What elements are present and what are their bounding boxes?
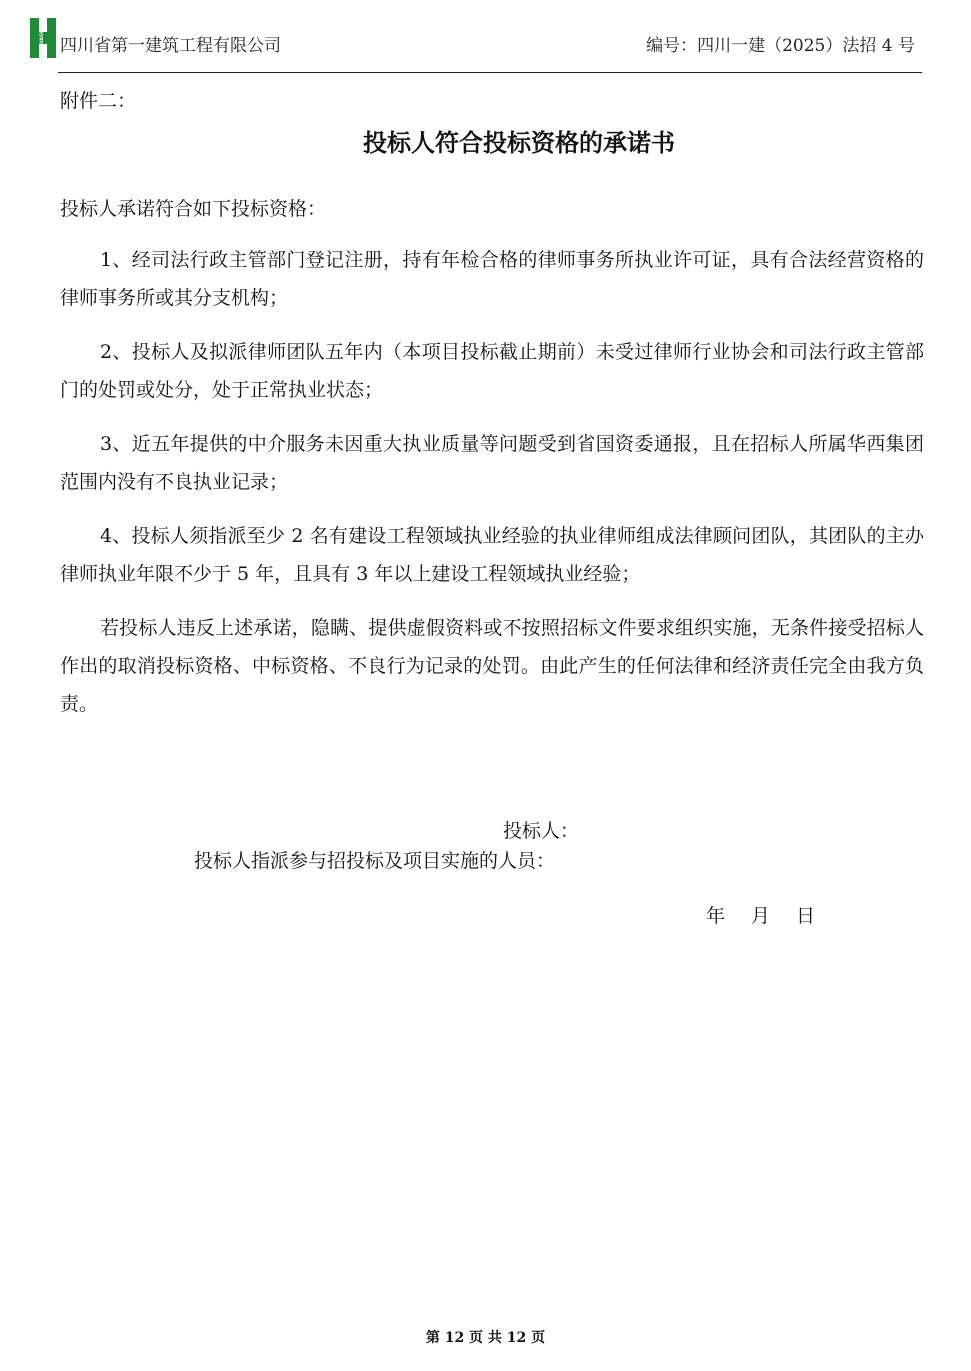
company-logo: [30, 18, 56, 58]
page-footer: 第 12 页 共 12 页: [425, 1330, 546, 1346]
company-name: 四川省第一建筑工程有限公司: [60, 36, 281, 56]
bidder-signature-label: 投标人：: [503, 820, 580, 842]
date-day: 日: [796, 905, 816, 927]
clause-paragraph: 4、投标人须指派至少 2 名有建设工程领域执业经验的执业律师组成法律顾问团队，其团队的主办律师执业年限不少于 5 年，且具有 3 年以上建设工程领域执业经验；: [60, 525, 924, 585]
attachment-label: 附件二：: [60, 90, 137, 112]
clause-paragraph: 3、近五年提供的中介服务未因重大执业质量等问题受到省国资委通报，且在招标人所属华西集团范围内没有不良执业记录；: [60, 433, 924, 493]
intro-paragraph: 投标人承诺符合如下投标资格：: [60, 198, 327, 220]
signature-date: [706, 901, 815, 928]
document-title: 投标人符合投标资格的承诺书: [363, 128, 675, 157]
clause-paragraph: 1、经司法行政主管部门登记注册，持有年检合格的律师事务所执业许可证，具有合法经营资格的律师事务所或其分支机构；: [60, 249, 924, 309]
document-number: 编号：四川一建（2025）法招 4 号: [646, 36, 915, 56]
date-month: 月: [751, 905, 771, 927]
logo-text: HUASHI: [40, 28, 45, 48]
date-year: 年: [706, 905, 726, 927]
header-divider: [58, 72, 922, 73]
personnel-signature-label: 投标人指派参与招投标及项目实施的人员：: [194, 850, 556, 872]
liability-paragraph: 若投标人违反上述承诺，隐瞒、提供虚假资料或不按照招标文件要求组织实施，无条件接受招标人作出的取消投标资格、中标资格、不良行为记录的处罚。由此产生的任何法律和经济责任完全由我方负责。: [60, 617, 924, 715]
clause-paragraph: 2、投标人及拟派律师团队五年内（本项目投标截止期前）未受过律师行业协会和司法行政主管部门的处罚或处分，处于正常执业状态；: [60, 341, 924, 401]
